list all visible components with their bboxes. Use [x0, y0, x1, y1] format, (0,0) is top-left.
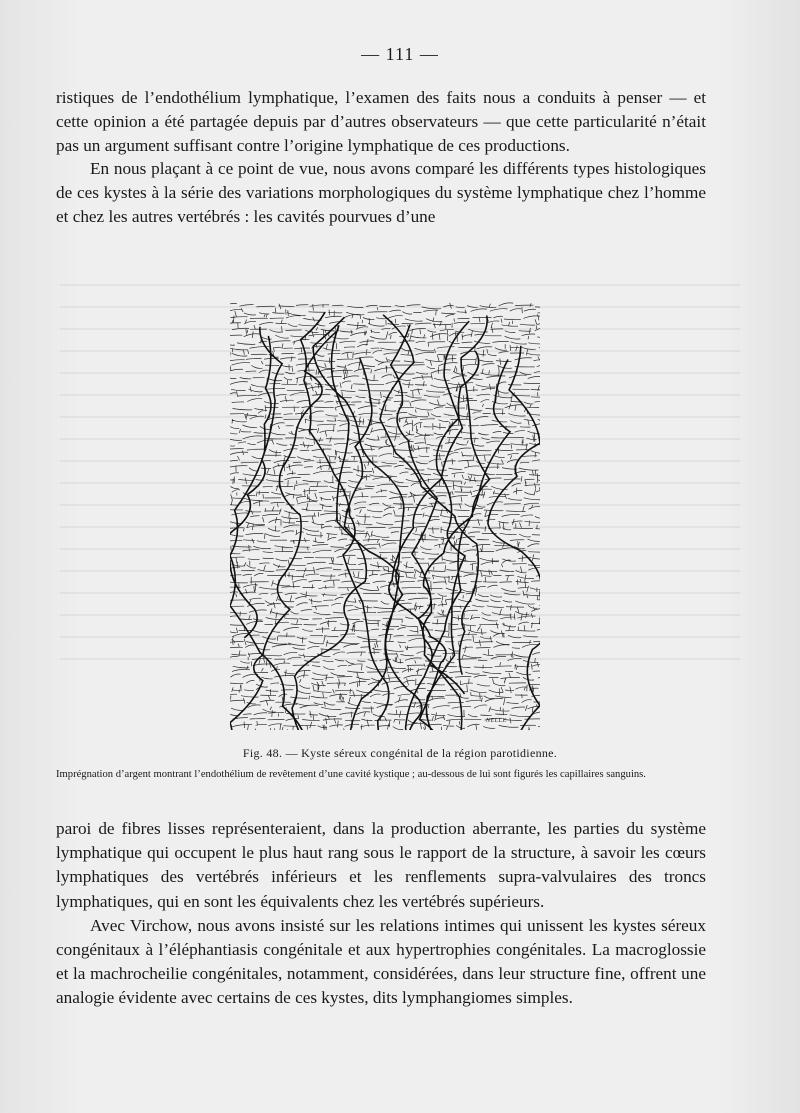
figure-illustration [230, 302, 540, 730]
artist-signature: NELLE [486, 718, 507, 724]
figure-caption-title: Fig. 48. — Kyste séreux congénital de la région parotidienne. [242, 746, 558, 760]
paragraph: Avec Virchow, nous avons insisté sur les relations intimes qui unissent les kystes séreux congénitaux à l’éléphantiasis congénitale et aux hypertrophies congénitales. La macroglossie et la machrocheilie congénitales, notamment, considérées, dans leur structure fine, offrent une analogie évidente avec certains de ces kystes, dits lymphangiomes simples. [56, 915, 706, 1008]
cell-network [230, 303, 540, 730]
endothelium-drawing [230, 302, 540, 730]
top-text-block [56, 86, 706, 229]
paragraph: ristiques de l’endothélium lymphatique, l’examen des faits nous a conduits à penser — et cette opinion a été partagée depuis par d’autres observateurs — que cette particularité n’était pas un argument suffisant contre l’origine lymphatique de ces productions. [56, 88, 706, 155]
page-number: — 111 — [361, 44, 439, 64]
paragraph: paroi de fibres lisses représenteraient, dans la production aberrante, les parties du système lymphatique qui occupent le plus haut rang sous le rapport de la structure, à savoir les cœurs lymphatiques des vertébrés inférieurs et les renflements supra-valvulaires des troncs lymphatiques, qui en sont les équivalents chez les vertébrés supérieurs. [56, 819, 706, 911]
figure-caption-text: Imprégnation d’argent montrant l’endothélium de revêtement d’une cavité kystique ; au-dessous de lui sont figurés les capillaires sanguins. [56, 769, 646, 780]
bottom-text-block [56, 817, 706, 1011]
paragraph: En nous plaçant à ce point de vue, nous avons comparé les différents types histologiques de ces kystes à la série des variations morphologiques du système lymphatique chez l’homme et chez les autres vertébrés : les cavités pourvues d’une [56, 159, 706, 226]
